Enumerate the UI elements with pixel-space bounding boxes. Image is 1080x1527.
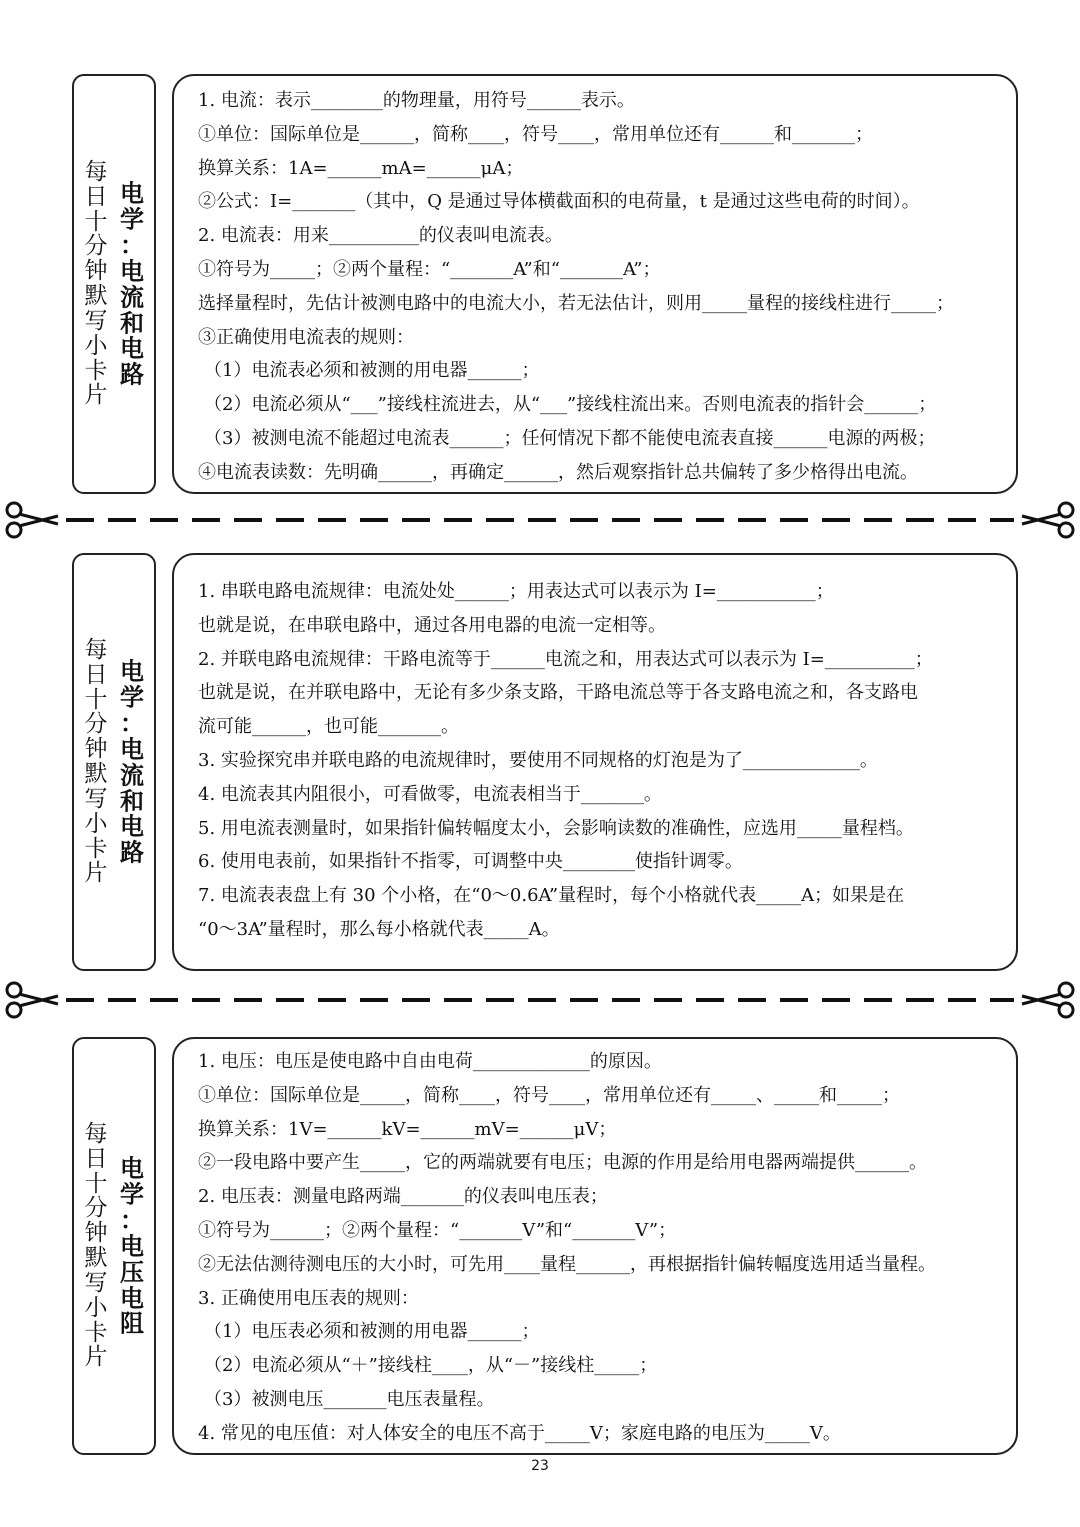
content-line: 1. 电压：电压是使电路中自由电荷_____________的原因。 [198,1051,662,1072]
scissors-icon [7,503,58,537]
content-line: 也就是说，在并联电路中，无论有多少条支路，干路电流总等于各支路电流之和，各支路电 [198,682,918,704]
card-label-box [72,74,156,494]
content-line: 1. 电流：表示________的物理量，用符号______表示。 [198,90,635,111]
content-line: 2. 电压表：测量电路两端_______的仪表叫电压表； [198,1186,608,1208]
content-line: （3）被测电压_______电压表量程。 [204,1388,495,1410]
content-line: ①符号为_____；②两个量程：“_______A”和“_______A”； [198,258,661,280]
card-content [172,1037,1018,1455]
content-line: ②无法估测待测电压的大小时，可先用____量程______，再根据指针偏转幅度选用适当量程。 [198,1253,936,1275]
content-line: 换算关系：1V=______kV=______mV=______μV； [198,1118,617,1140]
content-line: 流可能______，也可能_______。 [198,716,459,738]
card-label-title: 电 学 ： 电 流 和 电 路 [120,656,144,867]
content-line: 6. 使用电表前，如果指针不指零，可调整中央________使指针调零。 [198,851,743,873]
scissors-icon [1022,983,1073,1017]
content-line: 4. 常见的电压值：对人体安全的电压不高于_____V；家庭电路的电压为_____V。 [198,1422,841,1444]
content-line: 5. 用电流表测量时，如果指针偏转幅度太小，会影响读数的准确性，应选用_____量程档。 [198,817,914,839]
content-line: ①单位：国际单位是______，简称____，符号____，常用单位还有______和_______； [198,123,873,145]
content-line: 换算关系：1A=______mA=______μA； [198,157,524,179]
card-label-box [72,553,156,971]
content-line: （2）电流必须从“___”接线柱流进去，从“___”接线柱流出来。否则电流表的指针会______； [204,394,937,416]
content-line: 3. 正确使用电压表的规则： [198,1287,419,1309]
content-line: ④电流表读数：先明确______，再确定______，然后观察指针总共偏转了多少格得出电流。 [198,461,918,483]
card-content [172,74,1018,494]
content-line: ②一段电路中要产生_____，它的两端就要有电压；电源的作用是给用电器两端提供______。 [198,1152,927,1174]
content-line: （1）电压表必须和被测的用电器______； [204,1321,540,1343]
card-label-subtitle: 每 日 十 分 钟 默 写 小 卡 片 [84,1120,108,1371]
content-line: 2. 电流表：用来__________的仪表叫电流表。 [198,225,563,247]
content-line: 1. 串联电路电流规律：电流处处______；用表达式可以表示为 I=___________； [198,581,834,602]
content-line: （3）被测电流不能超过电流表______；任何情况下都不能使电流表直接______电源的两极； [204,427,936,449]
content-line: 也就是说，在串联电路中，通过各用电器的电流一定相等。 [198,614,666,636]
cut-line [0,500,1080,540]
content-line: 4. 电流表其内阻很小，可看做零，电流表相当于_______。 [198,783,662,805]
content-line: 3. 实验探究串并联电路的电流规律时，要使用不同规格的灯泡是为了_____________。 [198,749,878,771]
card-content [172,553,1018,971]
content-line: 选择量程时，先估计被测电路中的电流大小，若无法估计，则用_____量程的接线柱进行_____； [198,292,954,314]
content-line: “0～3A”量程时，那么每小格就代表_____A。 [198,918,560,940]
content-line: ①符号为______；②两个量程：“_______V”和“_______V”； [198,1219,677,1241]
content-line: 7. 电流表表盘上有 30 个小格，在“0～0.6A”量程时，每个小格就代表_____A；如果是在 [198,885,905,907]
card-label-title: 电 学 ： 电 流 和 电 路 [120,178,144,389]
scissors-icon [7,983,58,1017]
scissors-icon [1022,503,1073,537]
content-line: ③正确使用电流表的规则： [198,326,414,348]
card-label-subtitle: 每 日 十 分 钟 默 写 小 卡 片 [84,636,108,887]
card-label-title: 电 学 ： 电 压 电 阻 [120,1153,144,1338]
content-line: （1）电流表必须和被测的用电器______； [204,360,540,382]
content-line: 2. 并联电路电流规律：干路电流等于______电流之和，用表达式可以表示为 I=__________； [198,648,933,670]
content-line: ②公式：I=_______（其中，Q 是通过导体横截面积的电荷量，t 是通过这些电荷的时间）。 [198,191,920,213]
content-line: （2）电流必须从“＋”接线柱____，从“－”接线柱_____； [204,1355,658,1377]
card-label-box [72,1037,156,1455]
content-line: ①单位：国际单位是_____，简称____，符号____，常用单位还有_____、_____和_____； [198,1084,900,1106]
card-label-subtitle: 每 日 十 分 钟 默 写 小 卡 片 [84,158,108,409]
cut-line [0,980,1080,1020]
page-number: 23 [531,1458,549,1474]
